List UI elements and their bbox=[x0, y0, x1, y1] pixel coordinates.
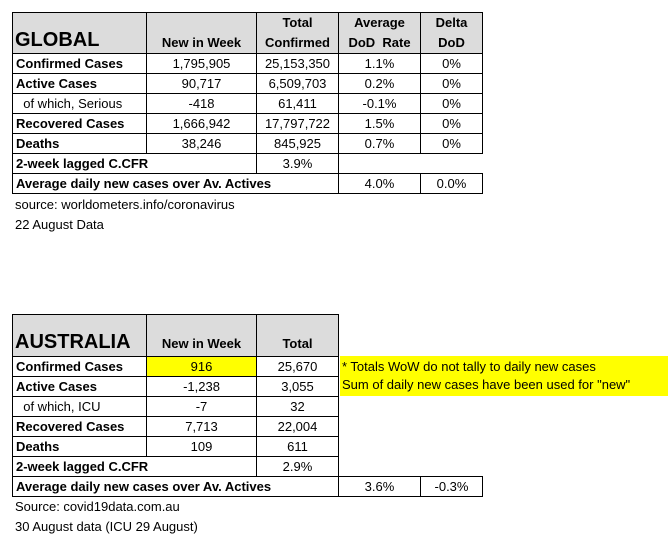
global-row-avg: 0.2% bbox=[338, 73, 421, 94]
global-row-total: 6,509,703 bbox=[256, 73, 339, 94]
australia-row-label: Recovered Cases bbox=[12, 416, 147, 437]
global-row-label: Confirmed Cases bbox=[12, 53, 147, 74]
australia-note-line-1: * Totals WoW do not tally to daily new cases bbox=[342, 359, 596, 374]
global-cfr-value: 3.9% bbox=[256, 153, 339, 174]
global-title-cell bbox=[12, 12, 147, 54]
global-row-new: 38,246 bbox=[146, 133, 257, 154]
global-header-new-label: New in Week bbox=[161, 35, 242, 50]
global-row-delta: 0% bbox=[420, 73, 483, 94]
global-title: GLOBAL bbox=[15, 29, 100, 51]
global-header-total-line1: Total bbox=[282, 15, 313, 30]
global-header-delta-line2: DoD bbox=[438, 35, 465, 50]
global-header-delta bbox=[420, 12, 483, 54]
australia-row-new: -1,238 bbox=[146, 376, 257, 397]
australia-cfr-label: 2-week lagged C.CFR bbox=[12, 456, 257, 477]
australia-source: Source: covid19data.com.au bbox=[15, 499, 180, 514]
australia-row-total: 22,004 bbox=[256, 416, 339, 437]
global-row-total: 17,797,722 bbox=[256, 113, 339, 134]
global-avg-daily-label: Average daily new cases over Av. Actives bbox=[12, 173, 339, 194]
global-header-new bbox=[146, 12, 257, 54]
australia-row-new: 916 bbox=[146, 356, 257, 377]
australia-row-label: Active Cases bbox=[12, 376, 147, 397]
global-row-label: Recovered Cases bbox=[12, 113, 147, 134]
australia-title: AUSTRALIA bbox=[15, 331, 131, 353]
australia-header-new bbox=[146, 314, 257, 357]
australia-row-new: 7,713 bbox=[146, 416, 257, 437]
global-header-total-line2: Confirmed bbox=[265, 35, 330, 50]
global-header-avg-line2: DoD Rate bbox=[348, 35, 411, 50]
australia-header-total-label: Total bbox=[282, 336, 313, 351]
australia-row-total: 25,670 bbox=[256, 356, 339, 377]
global-row-delta: 0% bbox=[420, 113, 483, 134]
australia-header-new-label: New in Week bbox=[161, 336, 242, 351]
global-row-avg: 1.5% bbox=[338, 113, 421, 134]
global-avg-daily-delta: 0.0% bbox=[420, 173, 483, 194]
global-row-label: Active Cases bbox=[12, 73, 147, 94]
global-row-delta: 0% bbox=[420, 53, 483, 74]
australia-header-total bbox=[256, 314, 339, 357]
global-row-avg: -0.1% bbox=[338, 93, 421, 114]
australia-title-cell bbox=[12, 314, 147, 357]
australia-row-new: -7 bbox=[146, 396, 257, 417]
global-header-avg bbox=[338, 12, 421, 54]
global-row-total: 25,153,350 bbox=[256, 53, 339, 74]
global-header-avg-line1: Average bbox=[354, 15, 405, 30]
australia-row-new: 109 bbox=[146, 436, 257, 457]
australia-note-line-2: Sum of daily new cases have been used for "new" bbox=[342, 377, 631, 392]
australia-row-total: 611 bbox=[256, 436, 339, 457]
australia-row-label: Deaths bbox=[12, 436, 147, 457]
global-row-new: 90,717 bbox=[146, 73, 257, 94]
global-row-avg: 0.7% bbox=[338, 133, 421, 154]
global-row-avg: 1.1% bbox=[338, 53, 421, 74]
global-row-total: 61,411 bbox=[256, 93, 339, 114]
global-row-label: of which, Serious bbox=[12, 93, 147, 114]
australia-avg-daily-avg: 3.6% bbox=[338, 476, 421, 497]
australia-row-label: Confirmed Cases bbox=[12, 356, 147, 377]
global-cfr-label: 2-week lagged C.CFR bbox=[12, 153, 257, 174]
australia-row-total: 32 bbox=[256, 396, 339, 417]
global-row-label: Deaths bbox=[12, 133, 147, 154]
global-row-new: -418 bbox=[146, 93, 257, 114]
global-row-total: 845,925 bbox=[256, 133, 339, 154]
australia-note-box bbox=[340, 356, 668, 396]
global-avg-daily-avg: 4.0% bbox=[338, 173, 421, 194]
global-header-delta-line1: Delta bbox=[435, 15, 468, 30]
australia-avg-daily-delta: -0.3% bbox=[420, 476, 483, 497]
global-header-total bbox=[256, 12, 339, 54]
global-row-new: 1,795,905 bbox=[146, 53, 257, 74]
global-date-note: 22 August Data bbox=[15, 217, 104, 232]
global-row-delta: 0% bbox=[420, 93, 483, 114]
global-row-new: 1,666,942 bbox=[146, 113, 257, 134]
australia-avg-daily-label: Average daily new cases over Av. Actives bbox=[12, 476, 339, 497]
australia-row-label: of which, ICU bbox=[12, 396, 147, 417]
australia-date-note: 30 August data (ICU 29 August) bbox=[15, 519, 198, 534]
australia-cfr-value: 2.9% bbox=[256, 456, 339, 477]
global-row-delta: 0% bbox=[420, 133, 483, 154]
australia-row-total: 3,055 bbox=[256, 376, 339, 397]
global-source: source: worldometers.info/coronavirus bbox=[15, 197, 235, 212]
